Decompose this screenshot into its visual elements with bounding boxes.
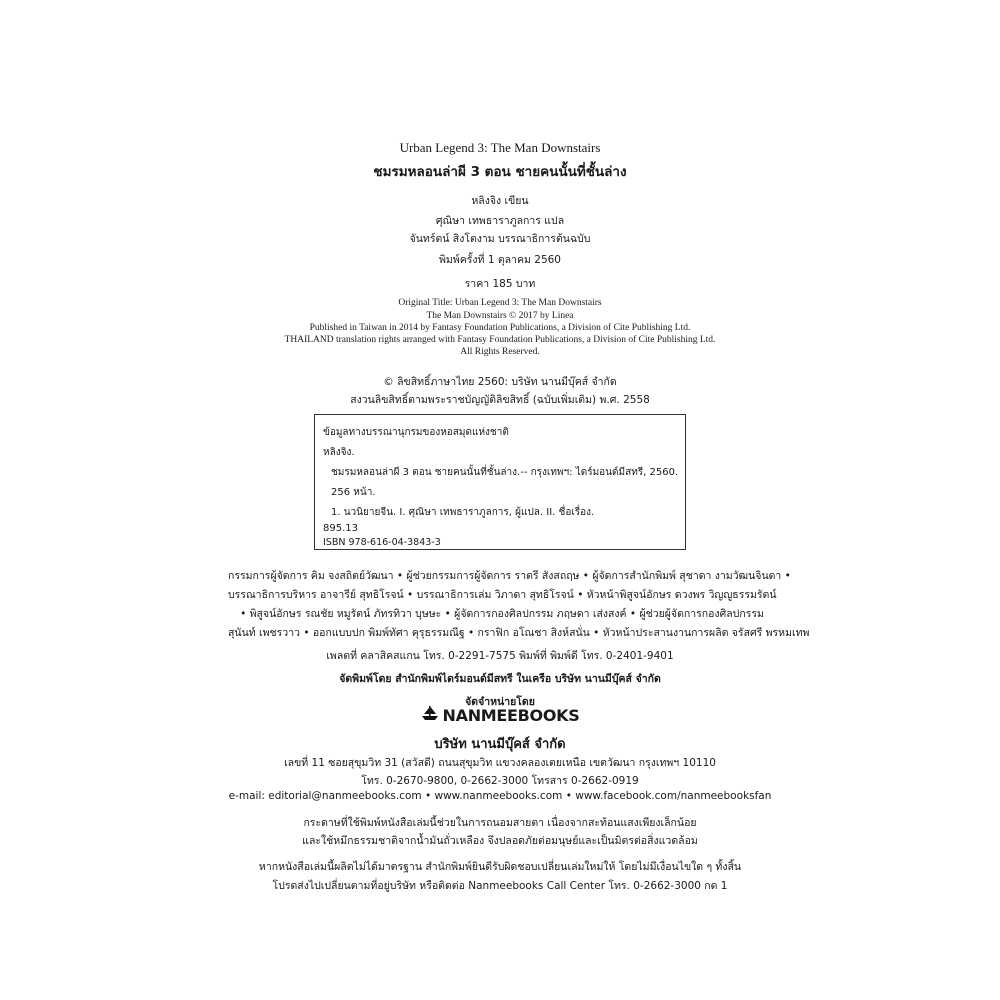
company-phone: โทร. 0-2670-9800, 0-2662-3000 โทรสาร 0-2662-0919 (361, 775, 639, 787)
cataloging-data-box (314, 414, 686, 550)
publisher-info: จัดพิมพ์โดย สำนักพิมพ์ไดร์มอนด์มีสทรี ในเครือ บริษัท นานมีบุ๊คส์ จำกัด (339, 673, 661, 685)
original-copyright-line: The Man Downstairs © 2017 by Linea (426, 311, 574, 321)
printing-info: เพลตที่ คลาสิคสแกน โทร. 0-2291-7575 พิมพ์ที่ พิมพ์ดี โทร. 0-2401-9401 (326, 650, 674, 662)
nanmeebooks-logo (0, 706, 1000, 724)
catalog-isbn: ISBN 978-616-04-3843-3 (323, 537, 441, 548)
ink-note: และใช้หมึกธรรมชาติจากน้ำมันถั่วเหลือง จึงปลอดภัยต่อมนุษย์และเป็นมิตรต่อสิ่งแวดล้อม (302, 835, 698, 847)
logo-wordmark: NANMEEBOOKS (442, 705, 580, 725)
catalog-pages: 256 หน้า. (331, 487, 376, 498)
defect-note: หากหนังสือเล่มนี้ผลิตไม่ได้มาตรฐาน สำนักพิมพ์ยินดีรับผิดชอบเปลี่ยนเล่มใหม่ให้ โดยไม่มีเงื่อนไขใด ๆ ทั้งสิ้น (258, 861, 742, 873)
catalog-class-number: 895.13 (323, 523, 358, 534)
translator-credit: ศุณิษา เทพธาราภูลการ แปล (435, 215, 565, 227)
staff-credits-line: บรรณาธิการบริหาร อาจารีย์ สุทธิโรจน์ • บรรณาธิการเล่ม วิภาดา สุทธิโรจน์ • หัวหน้าพิสูจน์อักษร ดวงพร วิญญูธรรมรัตน์ (228, 589, 777, 601)
catalog-title-line: ชมรมหลอนล่าผี 3 ตอน ชายคนนั้นที่ชั้นล่าง.-- กรุงเทพฯ: ไดร์มอนด์มีสทรี, 2560. (331, 467, 679, 478)
company-web-links: e-mail: editorial@nanmeebooks.com • www.nanmeebooks.com • www.facebook.com/nanmeebooksfan (228, 790, 772, 802)
english-title: Urban Legend 3: The Man Downstairs (399, 140, 601, 155)
thai-title: ชมรมหลอนล่าผี 3 ตอน ชายคนนั้นที่ชั้นล่าง (373, 164, 627, 180)
company-name: บริษัท นานมีบุ๊คส์ จำกัด (434, 737, 566, 752)
paper-note: กระดาษที่ใช้พิมพ์หนังสือเล่มนี้ช่วยในการถนอมสายตา เนื่องจากสะท้อนแสงเพียงเล็กน้อย (303, 817, 697, 829)
published-in-taiwan-line: Published in Taiwan in 2014 by Fantasy Foundation Publications, a Division of Cite Publishing Ltd. (309, 323, 691, 333)
price: ราคา 185 บาท (464, 278, 536, 290)
ship-icon (421, 705, 439, 725)
translation-rights-line: THAILAND translation rights arranged with Fantasy Foundation Publications, a Division of Cite Publishing Ltd. (284, 335, 716, 345)
author-credit: หลิงจิง เขียน (471, 195, 529, 207)
all-rights-reserved: All Rights Reserved. (460, 347, 540, 357)
catalog-heading: ข้อมูลทางบรรณานุกรมของหอสมุดแห่งชาติ (323, 427, 509, 438)
original-title-line: Original Title: Urban Legend 3: The Man Downstairs (398, 298, 602, 308)
thai-copyright-line: © ลิขสิทธิ์ภาษาไทย 2560: บริษัท นานมีบุ๊คส์ จำกัด (383, 376, 617, 388)
staff-credits-line: • พิสูจน์อักษร รณชัย หมูรัตน์ ภัทรทิวา บุษษะ • ผู้จัดการกองศิลปกรรม ภฤษดา เส่งสงค์ • ผู้ช่วยผู้จัดการกองศิลปกรรม (240, 608, 764, 620)
distributor-label: จัดจำหน่ายโดย (465, 696, 535, 708)
edition-info: พิมพ์ครั้งที่ 1 ตุลาคม 2560 (439, 254, 561, 266)
editor-credit: จันทร์ตน์ สิงโตงาม บรรณาธิการต้นฉบับ (409, 233, 591, 245)
company-address: เลขที่ 11 ซอยสุขุมวิท 31 (สวัสดี) ถนนสุขุมวิท แขวงคลองเตยเหนือ เขตวัฒนา กรุงเทพฯ 10110 (284, 757, 716, 769)
thai-rights-reserved-line: สงวนลิขสิทธิ์ตามพระราชบัญญัติลิขสิทธิ์ (ฉบับเพิ่มเติม) พ.ศ. 2558 (350, 394, 650, 406)
catalog-author: หลิงจิง. (323, 447, 355, 458)
catalog-subjects: 1. นวนิยายจีน. I. ศุณิษา เทพธาราภูลการ, ผู้แปล. II. ชื่อเรื่อง. (331, 507, 595, 518)
staff-credits-line: กรรมการผู้จัดการ คิม จงสถิตย์วัฒนา • ผู้ช่วยกรรมการผู้จัดการ ราตรี สังสถฤษ • ผู้จัดการสำนักพิมพ์ สุชาดา งามวัฒนจินดา • (228, 570, 791, 582)
call-center-note: โปรดส่งไปเปลี่ยนตามที่อยู่บริษัท หรือติดต่อ Nanmeebooks Call Center โทร. 0-2662-3000 กด 1 (272, 880, 728, 892)
staff-credits-line: สุนันท์ เพชรวาว • ออกแบบปก พิมพ์ทัศา คุรุธรรมณีฐ • กราฟิก อโณชา สิงห์สนั่น • หัวหน้าประสานงานการผลิต จรัสศรี พรหมเทพ (228, 627, 810, 639)
